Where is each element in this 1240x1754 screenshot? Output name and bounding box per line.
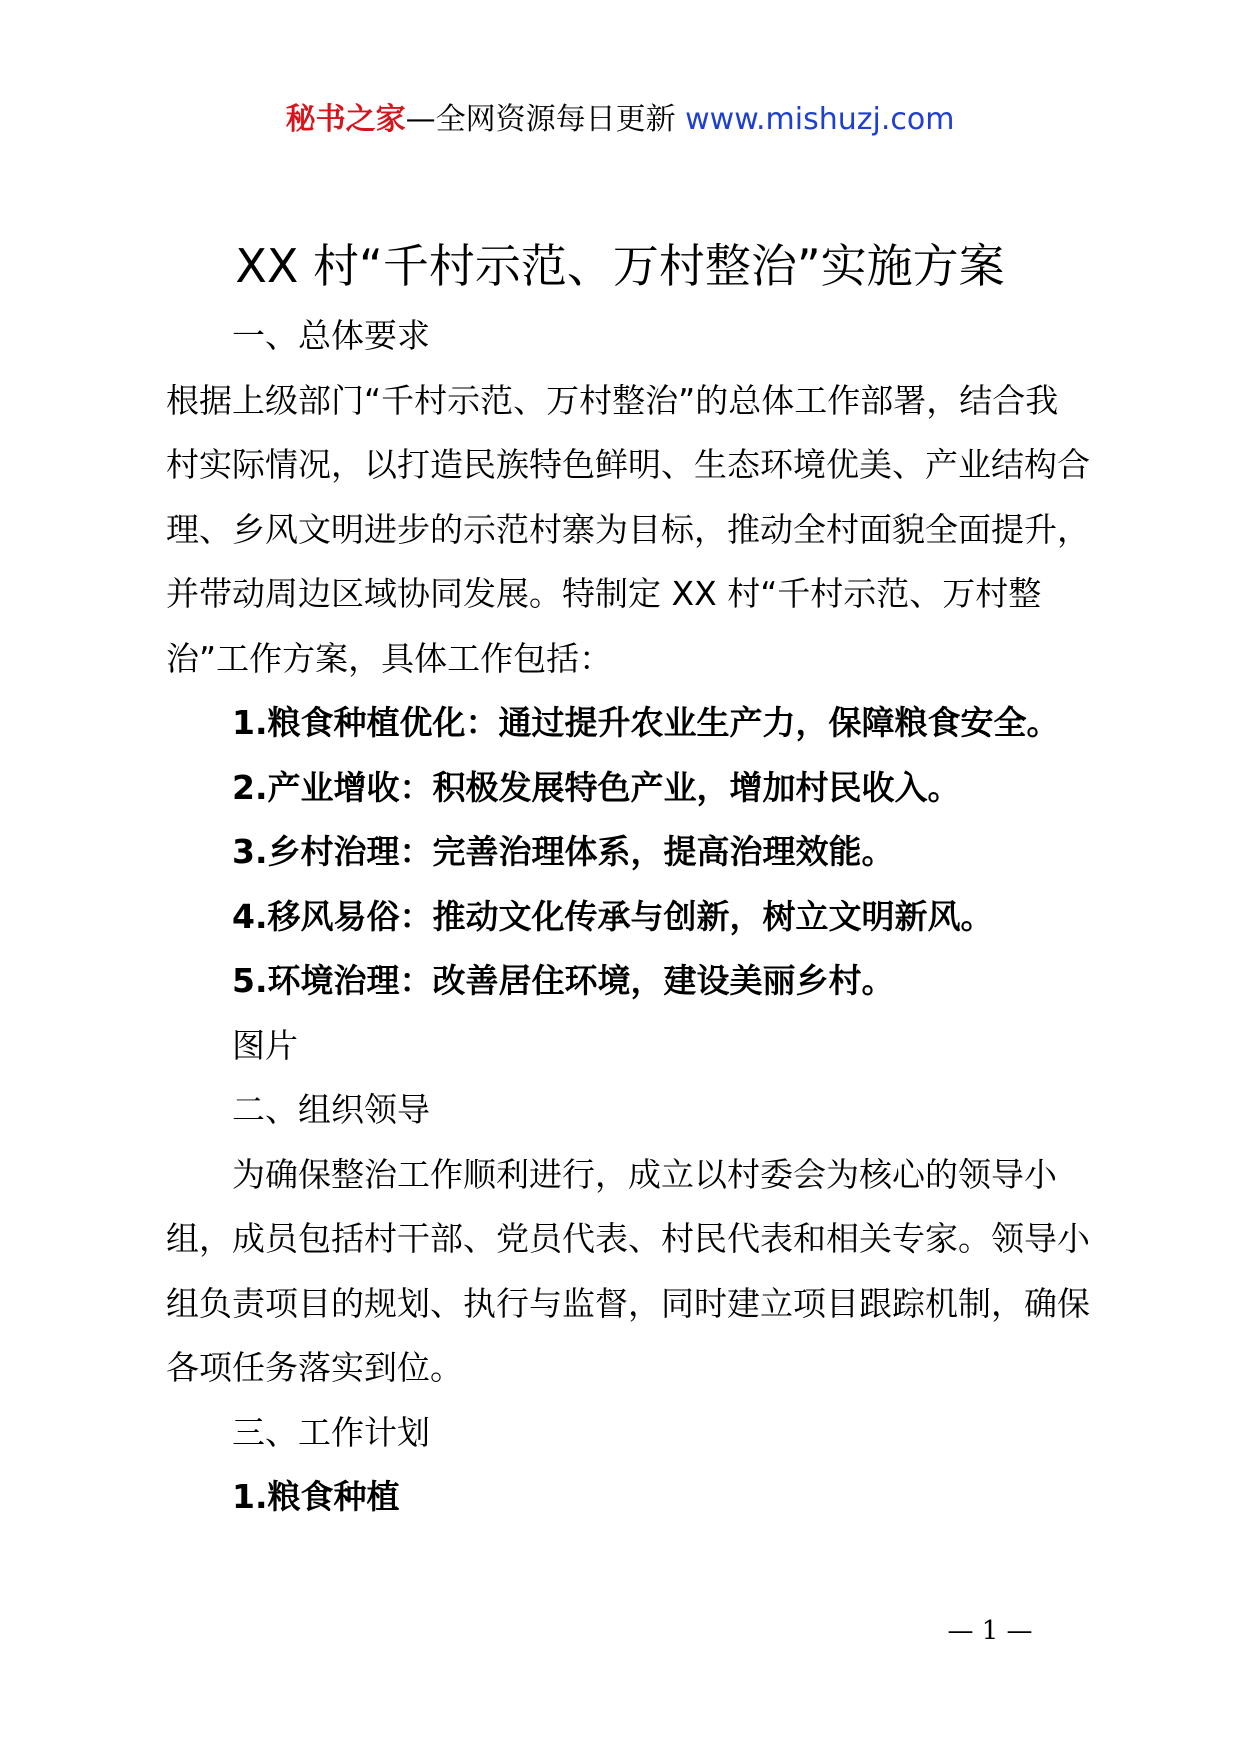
list-item-5: 5.环境治理：改善居住环境，建设美丽乡村。: [232, 961, 895, 1000]
list-item-4: 4.移风易俗：推动文化传承与创新，树立文明新风。: [232, 896, 994, 936]
list-item-2: 2.产业增收：积极发展特色产业，增加村民收入。: [232, 767, 961, 807]
website-link[interactable]: www.mishuzj.com: [685, 102, 955, 137]
section-heading-3: 三、工作计划: [232, 1412, 430, 1452]
section-heading-2: 二、组织领导: [232, 1090, 430, 1129]
site-header: [0, 100, 1240, 140]
document-body: [166, 304, 1090, 1530]
image-placeholder: 图片: [232, 1025, 298, 1065]
header-slogan: —全网资源每日更新: [405, 102, 686, 137]
page-number: — 1 —: [947, 1616, 1033, 1646]
section-heading-1: 一、总体要求: [232, 316, 430, 355]
subsection-heading: 1.粮食种植: [232, 1477, 400, 1516]
list-item-3: 3.乡村治理：完善治理体系，提高治理效能。: [232, 832, 895, 871]
document-title: XX 村“千村示范、万村整治”实施方案: [235, 239, 1005, 293]
section-paragraph-2: 为确保整治工作顺利进行，成立以村委会为核心的领导小组，成员包括村干部、党员代表、村民代表和相关专家。领导小组负责项目的规划、执行与监督，同时建立项目跟踪机制，确保各项任务落实到位。: [166, 1154, 1090, 1387]
section-paragraph-1: 根据上级部门“千村示范、万村整治”的总体工作部署，结合我村实际情况，以打造民族特色鲜明、生态环境优美、产业结构合理、乡风文明进步的示范村寨为目标，推动全村面貌全面提升，并带动周边区域协同发展。特制定 XX 村“千村示范、万村整治”工作方案，具体工作包括：: [166, 380, 1090, 678]
list-item-1: 1.粮食种植优化：通过提升农业生产力，保障粮食安全。: [232, 703, 1060, 742]
brand-name: 秘书之家: [285, 102, 406, 137]
